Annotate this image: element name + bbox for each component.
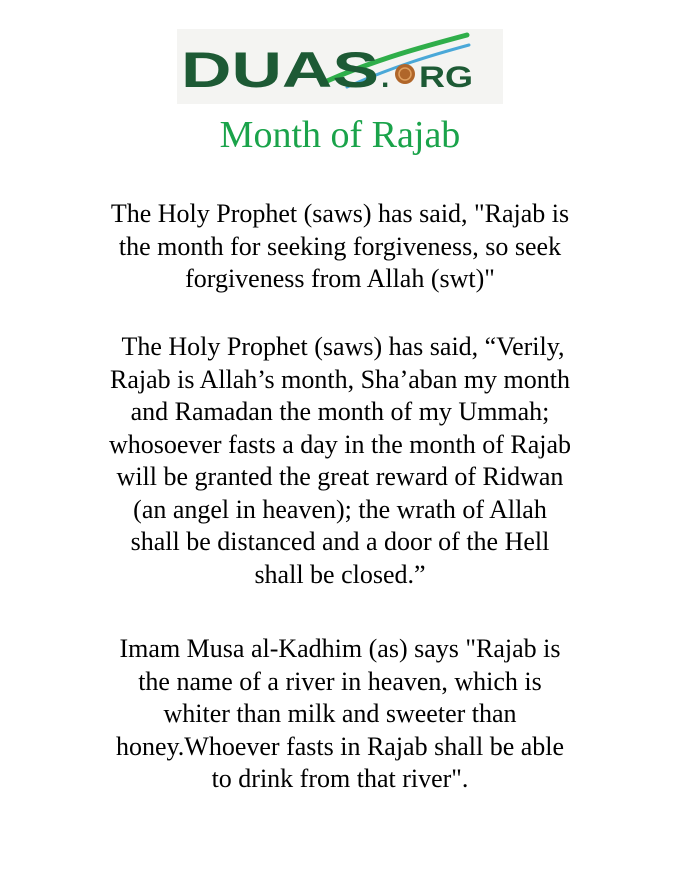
logo-seal-icon [395, 64, 415, 84]
paragraph-line: the name of a river in heaven, which is [138, 666, 542, 696]
hadith-paragraph-2 [60, 331, 620, 591]
paragraph-line: Rajab is Allah’s month, Sha’aban my month [109, 364, 570, 394]
hadith-paragraph-1 [60, 198, 620, 296]
paragraph-line: honey.Whoever fasts in Rajab shall be able [115, 731, 565, 761]
paragraph-line: whiter than milk and sweeter than [163, 699, 517, 728]
paragraph-line: and Ramadan the month of my Ummah; [130, 397, 550, 426]
logo-text-dot: . [381, 61, 390, 94]
page-title: Month of Rajab [219, 114, 461, 156]
paragraph-line: to drink from that river". [211, 764, 469, 793]
paragraph-line: the month for seeking forgiveness, so seek [118, 231, 562, 261]
paragraph-line: will be granted the great reward of Ridwan [116, 462, 564, 491]
duas-org-logo-graphic [177, 29, 503, 104]
paragraph-line: shall be distanced and a door of the Hell [130, 527, 550, 556]
hadith-paragraph-3 [60, 633, 620, 796]
paragraph-line: Imam Musa al-Kadhim (as) says "Rajab is [119, 634, 561, 663]
paragraph-line: whosoever fasts a day in the month of Rajab [108, 429, 572, 459]
paragraph-line: (an angel in heaven); the wrath of Allah [133, 494, 547, 524]
logo-text-suffix: RG [419, 61, 473, 94]
paragraph-line: shall be closed.” [254, 559, 426, 589]
paragraph-line: The Holy Prophet (saws) has said, “Verily, [115, 332, 565, 361]
duas-org-logo [177, 29, 503, 104]
paragraph-line: forgiveness from Allah (swt)" [185, 264, 495, 293]
paragraph-line: The Holy Prophet (saws) has said, "Rajab is [110, 199, 570, 228]
logo-text-main: DUAS [181, 42, 379, 98]
